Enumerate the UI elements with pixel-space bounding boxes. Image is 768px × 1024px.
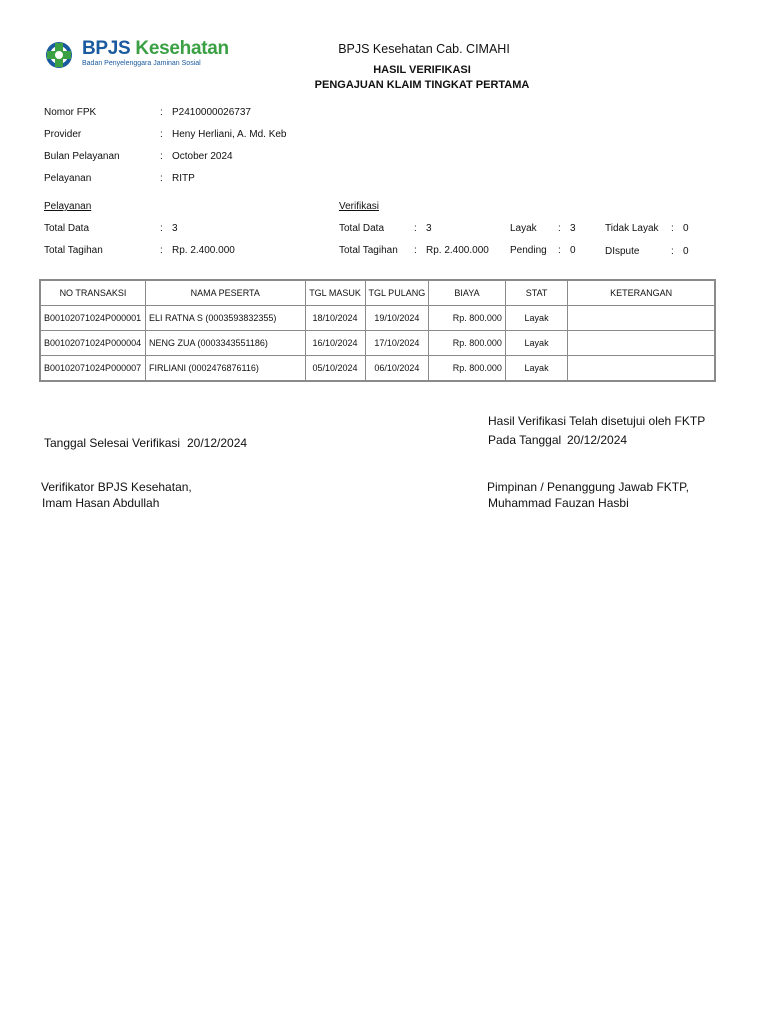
tgl-selesai-value: 20/12/2024 — [187, 436, 248, 450]
colon: : — [414, 245, 417, 256]
colon: : — [160, 129, 163, 140]
cell-biaya: Rp. 800.000 — [429, 331, 506, 356]
pada-tanggal-value: 20/12/2024 — [567, 433, 628, 447]
bulan-value: October 2024 — [172, 151, 233, 162]
cell-keterangan — [568, 331, 715, 356]
cell-biaya: Rp. 800.000 — [429, 306, 506, 331]
layak-label: Layak — [510, 223, 537, 234]
pending-label: Pending — [510, 245, 547, 256]
col-header-nama-peserta: NAMA PESERTA — [145, 281, 305, 306]
tidak-layak-label: Tidak Layak — [605, 223, 659, 234]
doc-title: HASIL VERIFIKASI — [373, 64, 471, 76]
pimpinan-name: Muhammad Fauzan Hasbi — [488, 496, 629, 510]
dispute-label: DIspute — [605, 246, 640, 257]
provider-label: Provider — [44, 129, 82, 140]
cell-tgl-masuk: 05/10/2024 — [305, 356, 365, 381]
cell-nama-peserta: ELI RATNA S (0003593832355) — [145, 306, 305, 331]
claims-table — [40, 280, 715, 381]
pel-total-data-label: Total Data — [44, 223, 90, 234]
layak-value: 3 — [570, 223, 576, 234]
logo-subtitle: Badan Penyelenggara Jaminan Sosial — [82, 60, 201, 67]
colon: : — [558, 245, 561, 256]
pel-total-tagihan-label: Total Tagihan — [44, 245, 103, 256]
ver-total-data-label: Total Data — [339, 223, 385, 234]
org-name: BPJS Kesehatan Cab. CIMAHI — [338, 42, 510, 56]
nomor-fpk-label: Nomor FPK — [44, 107, 97, 118]
pada-tanggal-label: Pada Tanggal — [488, 433, 562, 447]
ver-total-tagihan-label: Total Tagihan — [339, 245, 398, 256]
approval-text: Hasil Verifikasi Telah disetujui oleh FKTP — [488, 414, 706, 428]
colon: : — [671, 223, 674, 234]
col-header-keterangan: KETERANGAN — [568, 281, 715, 306]
tidak-layak-value: 0 — [683, 223, 689, 234]
col-header-biaya: BIAYA — [429, 281, 506, 306]
cell-keterangan — [568, 356, 715, 381]
table-row — [41, 356, 715, 381]
ver-total-data-value: 3 — [426, 223, 432, 234]
pel-total-data-value: 3 — [172, 223, 178, 234]
cell-nama-peserta: FIRLIANI (0002476876116) — [145, 356, 305, 381]
verifikasi-heading: Verifikasi — [339, 201, 380, 212]
pel-total-tagihan-value: Rp. 2.400.000 — [172, 245, 235, 256]
col-header-tgl-masuk: TGL MASUK — [305, 281, 365, 306]
cell-nama-peserta: NENG ZUA (0003343551186) — [145, 331, 305, 356]
col-header-stat: STAT — [505, 281, 567, 306]
tgl-selesai-label: Tanggal Selesai Verifikasi — [44, 436, 181, 450]
cell-stat: Layak — [505, 306, 567, 331]
pending-value: 0 — [570, 245, 576, 256]
colon: : — [160, 107, 163, 118]
nomor-fpk-value: P2410000026737 — [172, 107, 251, 118]
colon: : — [671, 246, 674, 257]
cell-no-transaksi: B00102071024P000004 — [41, 331, 146, 356]
cell-stat: Layak — [505, 356, 567, 381]
colon: : — [414, 223, 417, 234]
cell-keterangan — [568, 306, 715, 331]
cell-tgl-pulang: 06/10/2024 — [365, 356, 429, 381]
cell-stat: Layak — [505, 331, 567, 356]
colon: : — [160, 173, 163, 184]
doc-subtitle: PENGAJUAN KLAIM TINGKAT PERTAMA — [314, 79, 530, 91]
cell-no-transaksi: B00102071024P000001 — [41, 306, 146, 331]
cell-no-transaksi: B00102071024P000007 — [41, 356, 146, 381]
colon: : — [160, 245, 163, 256]
colon: : — [160, 151, 163, 162]
table-row — [41, 331, 715, 356]
cell-tgl-masuk: 16/10/2024 — [305, 331, 365, 356]
dispute-value: 0 — [683, 246, 689, 257]
pelayanan-value: RITP — [172, 173, 195, 184]
col-header-tgl-pulang: TGL PULANG — [365, 281, 429, 306]
provider-value: Heny Herliani, A. Md. Keb — [172, 129, 287, 140]
verifikator-name: Imam Hasan Abdullah — [42, 496, 160, 510]
cell-tgl-masuk: 18/10/2024 — [305, 306, 365, 331]
logo-bpjs-text: BPJS — [82, 38, 131, 59]
colon: : — [558, 223, 561, 234]
pelayanan-heading: Pelayanan — [44, 201, 92, 212]
table-row — [41, 306, 715, 331]
col-header-no-transaksi: NO TRANSAKSI — [41, 281, 146, 306]
verifikator-title: Verifikator BPJS Kesehatan, — [41, 480, 192, 494]
ver-total-tagihan-value: Rp. 2.400.000 — [426, 245, 489, 256]
pimpinan-title: Pimpinan / Penanggung Jawab FKTP, — [487, 480, 689, 494]
cell-biaya: Rp. 800.000 — [429, 356, 506, 381]
table-header-row — [41, 281, 715, 306]
cell-tgl-pulang: 17/10/2024 — [365, 331, 429, 356]
pelayanan-label: Pelayanan — [44, 173, 92, 184]
logo-kesehatan-text: Kesehatan — [135, 38, 229, 59]
bulan-label: Bulan Pelayanan — [44, 151, 120, 162]
colon: : — [160, 223, 163, 234]
cell-tgl-pulang: 19/10/2024 — [365, 306, 429, 331]
